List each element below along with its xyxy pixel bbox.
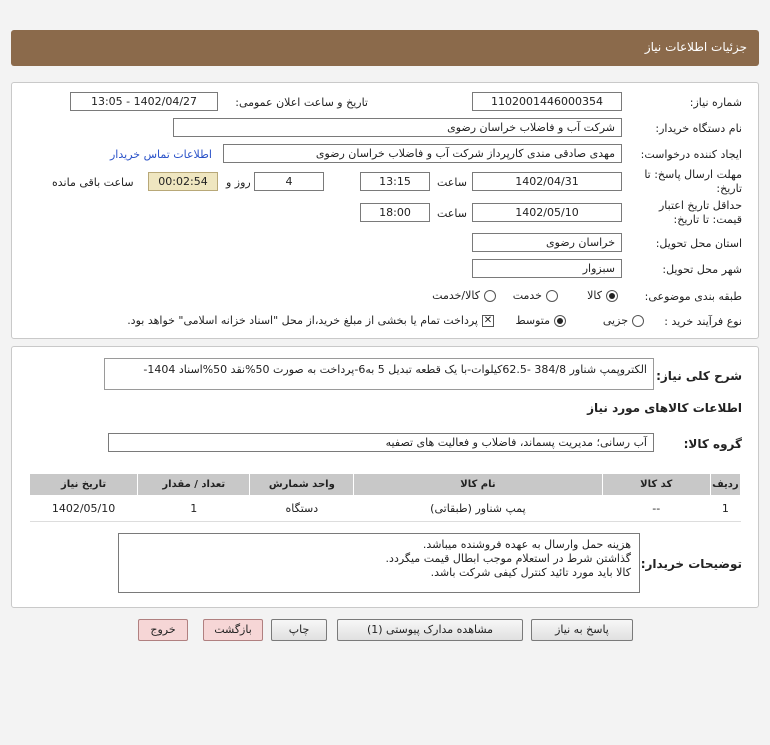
radio-goods-service[interactable] <box>484 290 496 302</box>
cell-name: پمپ شناور (طبقاتی) <box>354 496 603 522</box>
goods-group-field: آب رسانی؛ مدیریت پسماند، فاضلاب و فعالیت های تصفیه <box>108 433 654 452</box>
purchase-option-minor[interactable]: جزیی <box>603 314 644 327</box>
note-line: کالا باید مورد تائید کنترل کیفی شرکت باشد. <box>430 566 631 579</box>
need-number-label: شماره نیاز: <box>689 96 742 109</box>
exit-button[interactable]: خروج <box>138 619 188 641</box>
note-line: گذاشتن شرط در استعلام موجب ابطال قیمت میگردد. <box>385 552 631 565</box>
description-label: شرح کلی نیاز: <box>656 369 742 383</box>
treasury-checkbox[interactable]: ✕ <box>483 314 493 326</box>
deadline-label: مهلت ارسال پاسخ: تا تاریخ: <box>644 168 742 195</box>
buyer-notes-label: توضیحات خریدار: <box>640 557 742 571</box>
print-button[interactable]: چاپ <box>271 619 327 641</box>
announce-label: تاریخ و ساعت اعلان عمومی: <box>235 96 368 109</box>
validity-label: حداقل تاریخ اعتبار قیمت: تا تاریخ: <box>658 199 742 226</box>
category-label: طبقه بندی موضوعی: <box>644 290 742 303</box>
col-date: تاریخ نیاز <box>30 474 138 496</box>
col-name: نام کالا <box>354 474 603 496</box>
deadline-date-field: 1402/04/31 <box>472 172 622 191</box>
cell-qty: 1 <box>138 496 250 522</box>
radio-goods[interactable] <box>606 290 618 302</box>
goods-group-label: گروه کالا: <box>683 437 742 451</box>
cell-unit: دستگاه <box>250 496 354 522</box>
attachments-button[interactable]: مشاهده مدارک پیوستی (1) <box>337 619 523 641</box>
buyer-contact-link[interactable]: اطلاعات تماس خریدار <box>110 148 212 161</box>
reply-button[interactable]: پاسخ به نیاز <box>531 619 633 641</box>
radio-medium[interactable] <box>554 315 566 327</box>
col-code: کد کالا <box>602 474 710 496</box>
note-line: هزینه حمل وارسال به عهده فروشنده میباشد. <box>422 538 631 551</box>
table-row <box>30 496 741 522</box>
deadline-time-label: ساعت <box>437 176 467 189</box>
validity-time-field: 18:00 <box>360 203 430 222</box>
remaining-label: ساعت باقی مانده <box>52 176 134 189</box>
purchase-type-label: نوع فرآیند خرید : <box>664 315 742 328</box>
items-table <box>29 473 741 522</box>
cell-row: 1 <box>710 496 740 522</box>
radio-minor[interactable] <box>632 315 644 327</box>
remaining-timer: 00:02:54 <box>148 172 218 191</box>
purchase-option-medium[interactable]: متوسط <box>515 314 566 327</box>
back-button[interactable]: بازگشت <box>203 619 263 641</box>
need-number-field: 1102001446000354 <box>472 92 622 111</box>
announce-field: 1402/04/27 - 13:05 <box>70 92 218 111</box>
treasury-payment-option[interactable]: ✕ پرداخت تمام یا بخشی از مبلغ خرید،از محل "اسناد خزانه اسلامی" خواهد بود. <box>127 314 493 327</box>
validity-date-field: 1402/05/10 <box>472 203 622 222</box>
validity-time-label: ساعت <box>437 207 467 220</box>
col-row: ردیف <box>710 474 740 496</box>
deadline-days-field: 4 <box>254 172 324 191</box>
requester-field: مهدی صادقی مندی کارپرداز شرکت آب و فاضلاب خراسان رضوی <box>223 144 622 163</box>
deadline-time-field: 13:15 <box>360 172 430 191</box>
description-field: الکتروپمپ شناور 384/8 -62.5کیلوات-با یک قطعه تبدیل 5 به6-پرداخت به صورت 50%نقد 50%اسناد 1404- <box>104 358 654 390</box>
radio-service[interactable] <box>546 290 558 302</box>
buyer-org-field: شرکت آب و فاضلاب خراسان رضوی <box>173 118 622 137</box>
table-header-row <box>30 474 741 496</box>
requester-label: ایجاد کننده درخواست: <box>640 148 742 161</box>
col-unit: واحد شمارش <box>250 474 354 496</box>
province-field: خراسان رضوی <box>472 233 622 252</box>
buyer-notes-box <box>118 533 640 593</box>
page-header <box>11 30 759 66</box>
items-table-wrapper <box>29 473 741 522</box>
category-option-goods[interactable]: کالا <box>587 289 618 302</box>
cell-code: -- <box>602 496 710 522</box>
category-option-goods-service[interactable]: کالا/خدمت <box>432 289 496 302</box>
col-qty: تعداد / مقدار <box>138 474 250 496</box>
days-label: روز و <box>226 176 251 189</box>
category-option-service[interactable]: خدمت <box>513 289 558 302</box>
city-field: سبزوار <box>472 259 622 278</box>
goods-info-title: اطلاعات کالاهای مورد نیاز <box>587 401 742 415</box>
buyer-org-label: نام دستگاه خریدار: <box>655 122 742 135</box>
page-title: جزئیات اطلاعات نیاز <box>644 40 747 54</box>
province-label: استان محل تحویل: <box>655 237 742 250</box>
cell-date: 1402/05/10 <box>30 496 138 522</box>
city-label: شهر محل تحویل: <box>662 263 742 276</box>
